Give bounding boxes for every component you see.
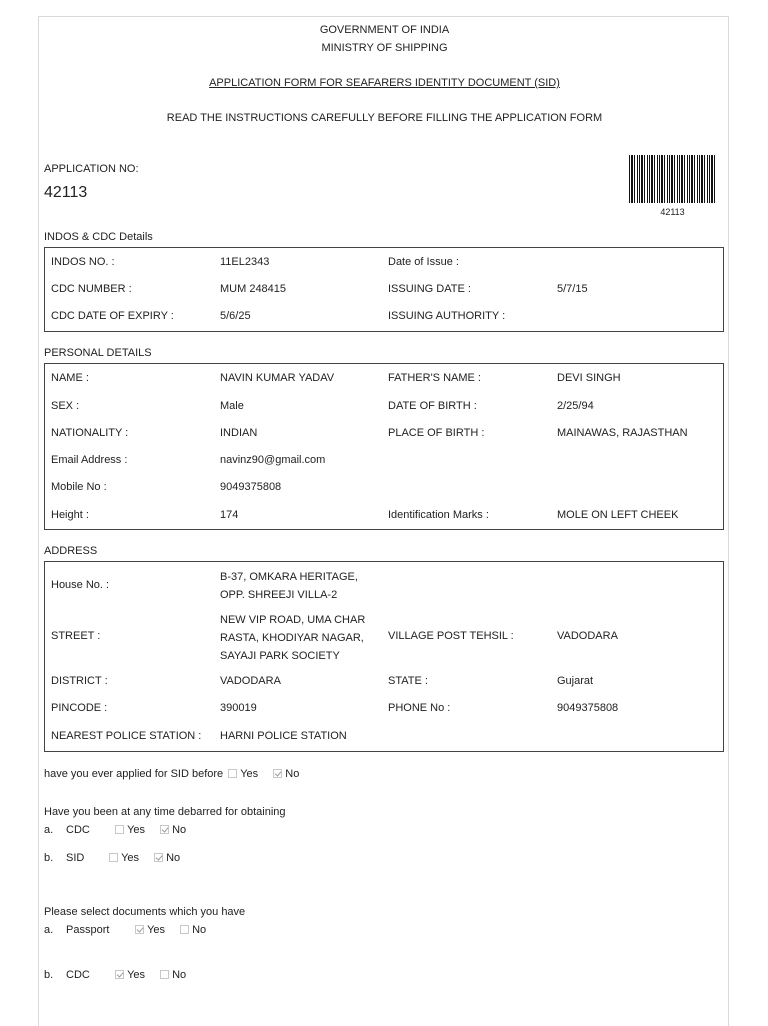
dob-value: 2/25/94: [557, 400, 594, 412]
application-form-page: [38, 16, 729, 1026]
house-no-line-2: OPP. SHREEJI VILLA-2: [220, 589, 338, 601]
application-no-value: 42113: [44, 184, 88, 201]
name-label: NAME :: [51, 372, 89, 384]
indos-no-value: 11EL2343: [220, 256, 270, 268]
mobile-label: Mobile No :: [51, 481, 107, 493]
dob-label: DATE OF BIRTH :: [388, 400, 477, 412]
cdc-expiry-label: CDC DATE OF EXPIRY :: [51, 310, 174, 322]
height-label: Height :: [51, 509, 89, 521]
identification-marks-label: Identification Marks :: [388, 509, 489, 521]
checkbox-checked-icon[interactable]: [154, 853, 163, 862]
street-label: STREET :: [51, 630, 101, 642]
application-no-label: APPLICATION NO:: [44, 163, 139, 175]
height-value: 174: [220, 509, 239, 521]
applied-before-yes[interactable]: Yes: [228, 768, 258, 780]
debarred-question: Have you been at any time debarred for obtaining: [44, 806, 286, 818]
debarred-cdc-row: a. CDC Yes No: [44, 824, 187, 836]
district-value: VADODARA: [220, 675, 281, 687]
place-of-birth-value: MAINAWAS, RAJASTHAN: [557, 427, 688, 439]
street-value: [220, 611, 385, 665]
address-details-box: [44, 561, 724, 752]
street-line-3: SAYAJI PARK SOCIETY: [220, 650, 340, 662]
mobile-value: 9049375808: [220, 481, 282, 493]
police-station-label: NEAREST POLICE STATION :: [51, 730, 202, 742]
email-value: navinz90@gmail.com: [220, 454, 326, 466]
phone-value: 9049375808: [557, 702, 619, 714]
checkbox-unchecked-icon[interactable]: [228, 769, 237, 778]
indos-details-box: [44, 247, 724, 332]
state-label: STATE :: [388, 675, 428, 687]
police-station-value: HARNI POLICE STATION: [220, 730, 347, 742]
sex-label: SEX :: [51, 400, 80, 412]
address-section-title: ADDRESS: [44, 545, 98, 557]
debarred-sid-no[interactable]: No: [154, 852, 180, 864]
sex-value: Male: [220, 400, 244, 412]
pincode-label: PINCODE :: [51, 702, 108, 714]
street-line-1: NEW VIP ROAD, UMA CHAR: [220, 614, 366, 626]
indos-no-label: INDOS NO. :: [51, 256, 115, 268]
barcode-image: [629, 155, 716, 203]
checkbox-unchecked-icon[interactable]: [109, 853, 118, 862]
passport-no[interactable]: No: [180, 924, 206, 936]
email-label: Email Address :: [51, 454, 128, 466]
debarred-cdc-yes[interactable]: Yes: [115, 824, 145, 836]
state-value: Gujarat: [557, 675, 594, 687]
place-of-birth-label: PLACE OF BIRTH :: [388, 427, 485, 439]
debarred-sid-row: b. SID Yes No: [44, 852, 181, 864]
header-ministry: MINISTRY OF SHIPPING: [321, 42, 448, 54]
house-no-line-1: B-37, OMKARA HERITAGE,: [220, 571, 358, 583]
house-no-value: [220, 568, 380, 604]
issuing-date-value: 5/7/15: [557, 283, 588, 295]
checkbox-unchecked-icon[interactable]: [160, 970, 169, 979]
fathers-name-label: FATHER'S NAME :: [388, 372, 481, 384]
issuing-date-label: ISSUING DATE :: [388, 283, 471, 295]
house-no-label: House No. :: [51, 579, 110, 591]
checkbox-checked-icon[interactable]: [135, 925, 144, 934]
checkbox-unchecked-icon[interactable]: [180, 925, 189, 934]
applied-before-question: [44, 768, 311, 780]
nationality-label: NATIONALITY :: [51, 427, 129, 439]
street-line-2: RASTA, KHODIYAR NAGAR,: [220, 632, 364, 644]
name-value: NAVIN KUMAR YADAV: [220, 372, 335, 384]
documents-passport-row: a. Passport Yes No: [44, 924, 207, 936]
documents-question: Please select documents which you have: [44, 906, 246, 918]
cdc-expiry-value: 5/6/25: [220, 310, 251, 322]
cdc-doc-no[interactable]: No: [160, 969, 186, 981]
checkbox-checked-icon[interactable]: [160, 825, 169, 834]
form-title: APPLICATION FORM FOR SEAFARERS IDENTITY DOCUMENT (SID): [209, 77, 560, 89]
documents-cdc-row: b. CDC Yes No: [44, 969, 187, 981]
cdc-number-value: MUM 248415: [220, 283, 287, 295]
phone-label: PHONE No :: [388, 702, 451, 714]
village-post-tehsil-label: VILLAGE POST TEHSIL :: [388, 630, 514, 642]
applied-before-text: have you ever applied for SID before: [44, 768, 224, 780]
header-government: GOVERNMENT OF INDIA: [319, 24, 450, 36]
issuing-authority-label: ISSUING AUTHORITY :: [388, 310, 506, 322]
personal-details-box: [44, 363, 724, 530]
village-post-tehsil-value: VADODARA: [557, 630, 618, 642]
debarred-sid-yes[interactable]: Yes: [109, 852, 139, 864]
barcode-number: 42113: [660, 207, 685, 217]
date-of-issue-label: Date of Issue :: [388, 256, 459, 268]
passport-yes[interactable]: Yes: [135, 924, 165, 936]
instructions-note: READ THE INSTRUCTIONS CAREFULLY BEFORE FILLING THE APPLICATION FORM: [166, 112, 603, 124]
cdc-doc-yes[interactable]: Yes: [115, 969, 145, 981]
debarred-cdc-no[interactable]: No: [160, 824, 186, 836]
fathers-name-value: DEVI SINGH: [557, 372, 621, 384]
cdc-number-label: CDC NUMBER :: [51, 283, 132, 295]
checkbox-checked-icon[interactable]: [273, 769, 282, 778]
nationality-value: INDIAN: [220, 427, 258, 439]
checkbox-checked-icon[interactable]: [115, 970, 124, 979]
personal-section-title: PERSONAL DETAILS: [44, 347, 152, 359]
identification-marks-value: MOLE ON LEFT CHEEK: [557, 509, 679, 521]
pincode-value: 390019: [220, 702, 257, 714]
applied-before-no[interactable]: No: [273, 768, 299, 780]
district-label: DISTRICT :: [51, 675, 108, 687]
indos-section-title: INDOS & CDC Details: [44, 231, 153, 243]
checkbox-unchecked-icon[interactable]: [115, 825, 124, 834]
